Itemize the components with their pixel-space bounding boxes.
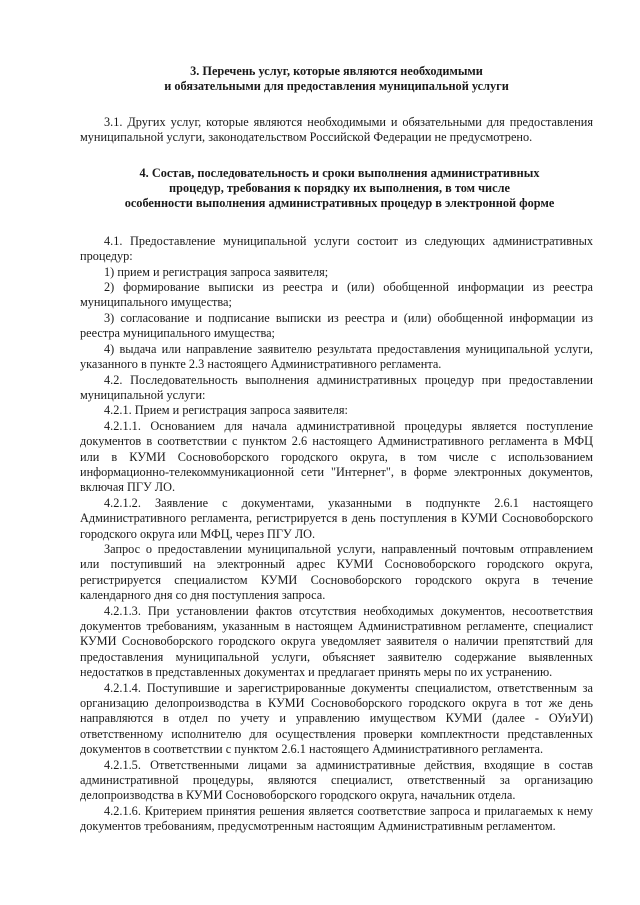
list-item-3: 3) согласование и подписание выписки из реестра и (или) обобщенной информации из реестра муниципального имущества; [80,310,593,341]
list-item-4: 4) выдача или направление заявителю результата предоставления муниципальной услуги, указанного в пункте 2.3 настоящего Административного регламента. [80,341,593,372]
section-4-heading-line: процедур, требования к порядку их выполнения, в том числе [169,181,510,196]
section-3-heading-line: и обязательными для предоставления муниципальной услуги [164,79,509,94]
paragraph-4-2-1-6: 4.2.1.6. Критерием принятия решения является соответствие запроса и прилагаемых к нему документов требованиям, предусмотренным настоящим Административным регламентом. [80,803,593,834]
paragraph-4-2-1-4: 4.2.1.4. Поступившие и зарегистрированные документы специалистом, ответственным за организацию делопроизводства в КУМИ Сосновоборского городского округа в тот же день направляются в отдел по учету и управлению имуществом КУМИ (далее - ОУиУИ) ответственному исполнителю для осуществления проверки комплектности представленных документов в соответствии с пунктом 2.6.1 настоящего Административного регламента. [80,680,593,757]
section-4-heading [80,166,593,212]
section-4-heading-line: 4. Состав, последовательность и сроки выполнения административных [139,165,540,180]
paragraph-4-2-1-3: 4.2.1.3. При установлении фактов отсутствия необходимых документов, несоответствия документов требованиям, указанным в настоящем Административном регламенте, специалист КУМИ Сосновоборского городского округа уведомляет заявителя о наличии препятствий для предоставления муниципальной услуги, объясняет заявителю содержание выявленных недостатков в представленных документах и предлагает принять меры по их устранению. [80,603,593,680]
paragraph-3-1: 3.1. Других услуг, которые являются необходимыми и обязательными для предоставления муниципальной услуги, законодательством Российской Федерации не предусмотрено. [80,114,593,145]
list-item-1: 1) прием и регистрация запроса заявителя; [104,264,329,279]
paragraph-postal-request: Запрос о предоставлении муниципальной услуги, направленный почтовым отправлением или поступивший на электронный адрес КУМИ Сосновоборского городского округа, регистрируется специалистом КУМИ Сосновоборского городского округа в течение календарного дня со дня поступления запроса. [80,541,593,603]
paragraph-4-2: 4.2. Последовательность выполнения административных процедур при предоставлении муниципальной услуги: [80,372,593,402]
section-3-heading [80,64,593,95]
paragraph-4-2-1-2: 4.2.1.2. Заявление с документами, указанными в подпункте 2.6.1 настоящего Административного регламента, регистрируется в день поступления в КУМИ Сосновоборского городского округа или МФЦ, через ПГУ ЛО. [80,495,593,541]
section-4-heading-line: особенности выполнения административных процедур в электронной форме [124,196,555,211]
paragraph-4-2-1-5: 4.2.1.5. Ответственными лицами за административные действия, входящие в состав административной процедуры, являются специалист, ответственный за организацию делопроизводства в КУМИ Сосновоборского городского округа, начальник отдела. [80,757,593,803]
paragraph-4-2-1: 4.2.1. Прием и регистрация запроса заявителя: [104,403,348,418]
paragraph-4-1: 4.1. Предоставление муниципальной услуги состоит из следующих административных процедур: [80,233,593,264]
section-3-heading-line: 3. Перечень услуг, которые являются необходимыми [190,64,483,78]
list-item-2: 2) формирование выписки из реестра и (или) обобщенной информации из реестра муниципального имущества; [80,280,593,310]
paragraph-4-2-1-1: 4.2.1.1. Основанием для начала административной процедуры является поступление документов в соответствии с пунктом 2.6 настоящего Административного регламента в МФЦ или в КУМИ Сосновоборского городского округа, в том числе с использованием информационно-телекоммуникационной сети "Интернет", в форме электронных документов, включая ПГУ ЛО. [80,418,593,495]
